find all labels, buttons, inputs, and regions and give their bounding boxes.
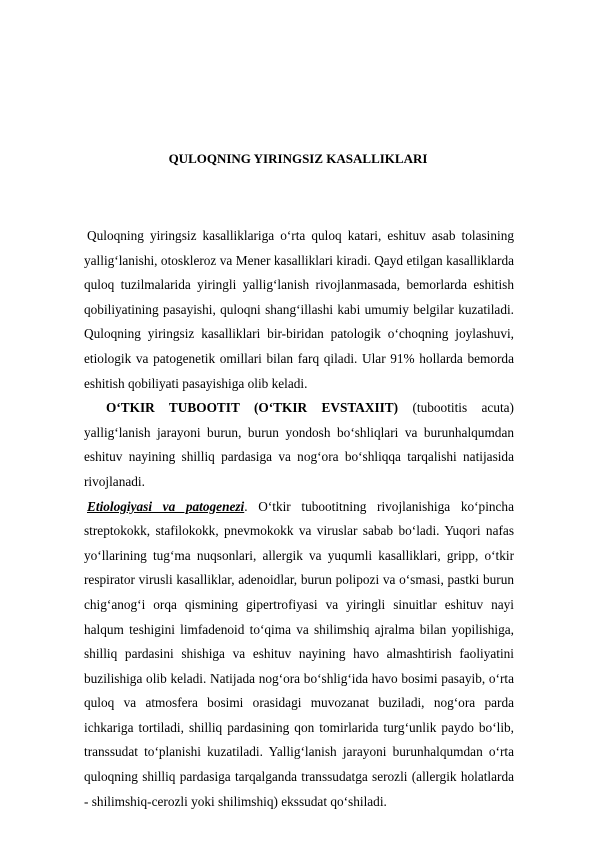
page-title: QULOQNING YIRINGSIZ KASALLIKLARI: [168, 151, 428, 166]
paragraph-etiology: [84, 495, 514, 815]
paragraph-intro: Quloqning yiringsiz kasalliklariga o‘rta quloq katari, eshituv asab tolasining yallig‘lanishi, otoskleroz va Mener kasalliklari kiradi. Qayd etilgan kasalliklarda quloq tuzilmalarida yiringli yallig‘lanish rivojlanmasada, bemorlarda eshitish qobiliyatining pasayishi, quloqni shang‘illashi kabi umumiy belgilar kuzatiladi. Quloqning yiringsiz kasalliklari bir-biridan patologik o‘choqning joylashuvi, etiologik va patogenetik omillari bilan farq qiladi. Ular 91% hollarda bemorda eshitish qobiliyati pasayishiga olib keladi.: [84, 228, 514, 391]
paragraph-etiology-text: . O‘tkir tubootitning rivojlanishiga ko‘pincha streptokokk, stafilokokk, pnevmokokk va viruslar sabab bo‘ladi. Yuqori nafas yo‘llarining tug‘ma nuqsonlari, allergik va yuqumli kasalliklari, gripp, o‘tkir respirator virusli kasalliklar, adenoidlar, burun polipozi va o‘smasi, pastki burun chig‘anog‘i orqa qismining gipertrofiyasi va yiringli sinuitlar eshituv nayi halqum teshigini limfadenoid to‘qima va shilimshiq ajralma bilan yopilishiga, shilliq pardasini shishiga va eshituv nayining havo almashtirish faoliyatini buzilishiga olib keladi. Natijada nog‘ora bo‘shlig‘ida havo bosimi pasayib, o‘rta quloq va atmosfera bosimi orasidagi muvozanat buziladi, nog‘ora parda ichkariga tortiladi, shilliq pardasining qon tomirlarida turg‘unlik paydo bo‘lib, transsudat to‘planishi kuzatiladi. Yallig‘lanish jarayoni burunhalqumdan o‘rta quloqning shilliq pardasiga tarqalganda transsudatga serozli (allergik holatlarda - shilimshiq-cerozli yoki shilimshiq) ekssudat qo‘shiladi.: [84, 498, 514, 809]
section-heading-tubootit: O‘TKIR TUBOOTIT (O‘TKIR EVSTAXIIT): [106, 400, 399, 416]
section-heading-etiology: Etiologiyasi va patogenezi: [87, 498, 245, 514]
paragraph-tubootit: [84, 396, 514, 494]
document-body: [84, 224, 514, 814]
paragraph-tubootit-text: (tubootitis acuta) yallig‘lanish jarayoni burun, burun yondosh bo‘shliqlari va burunhalqumdan eshituv nayining shilliq pardasiga va nog‘ora bo‘shliqqa tarqalishi natijasida rivojlanadi.: [84, 400, 514, 489]
